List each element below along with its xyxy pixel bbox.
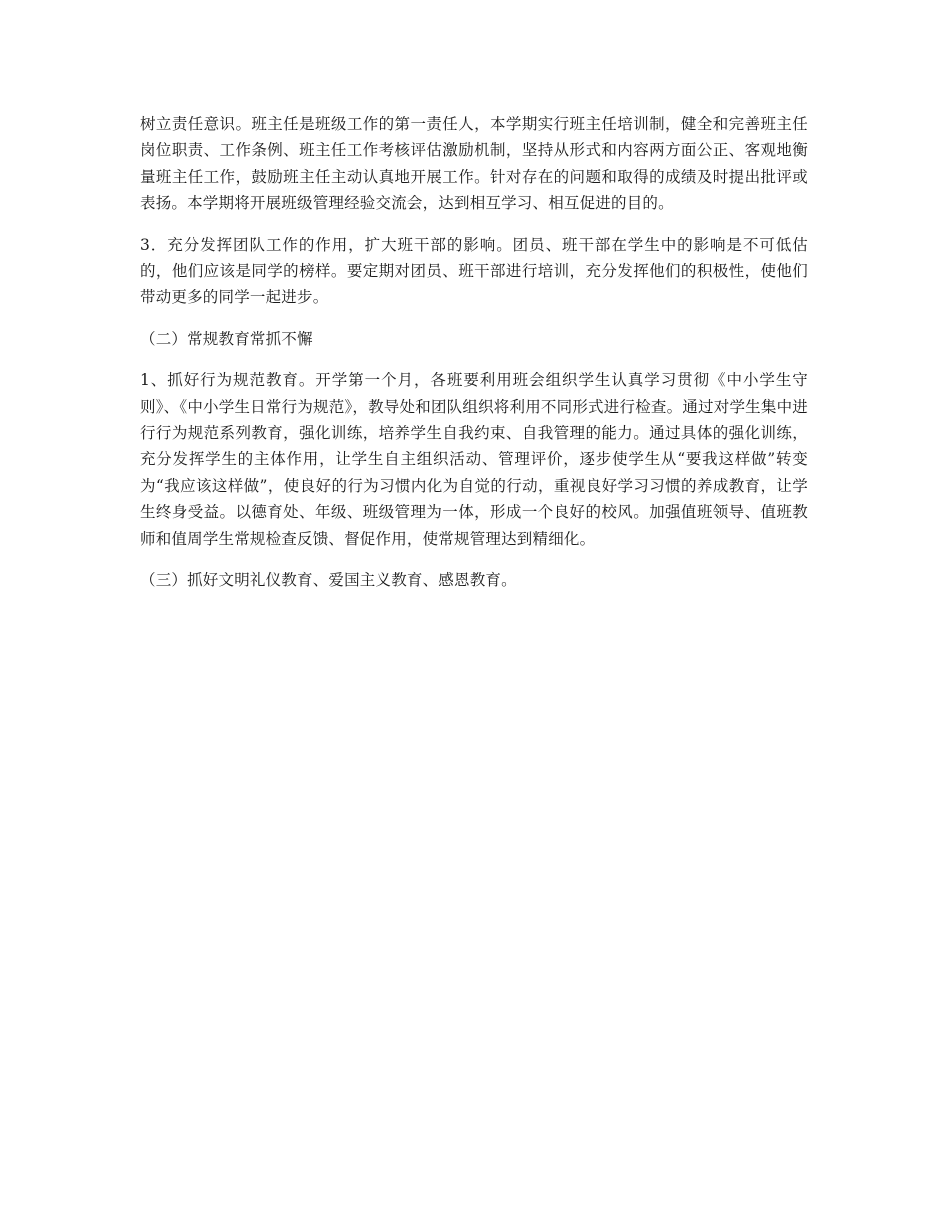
section-heading-etiquette-education: （三）抓好文明礼仪教育、爱国主义教育、感恩教育。 xyxy=(140,571,517,590)
section-heading-routine-education: （二）常规教育常抓不懈 xyxy=(140,329,313,348)
document-page xyxy=(140,111,808,609)
paragraph-responsibility: 树立责任意识。班主任是班级工作的第一责任人，本学期实行班主任培训制，健全和完善班主任岗位职责、工作条例、班主任工作考核评估激励机制，坚持从形式和内容两方面公正、客观地衡量班主任工作，鼓励班主任主动认真地开展工作。针对存在的问题和取得的成绩及时提出批评或表扬。本学期将开展班级管理经验交流会，达到相互学习、相互促进的目的。 xyxy=(140,115,808,213)
paragraph-team-work: 3．充分发挥团队工作的作用，扩大班干部的影响。团员、班干部在学生中的影响是不可低估的，他们应该是同学的榜样。要定期对团员、班干部进行培训，充分发挥他们的积极性，使他们带动更多的同学一起进步。 xyxy=(140,235,808,307)
paragraph-behavior-norms: 1、抓好行为规范教育。开学第一个月，各班要利用班会组织学生认真学习贯彻《中小学生守则》、《中小学生日常行为规范》，教导处和团队组织将利用不同形式进行检查。通过对学生集中进行行为规范系列教育，强化训练，培养学生自我约束、自我管理的能力。通过具体的强化训练，充分发挥学生的主体作用，让学生自主组织活动、管理评价，逐步使学生从“要我这样做”转变为“我应该这样做”，使良好的行为习惯内化为自觉的行动，重视良好学习习惯的养成教育，让学生终身受益。以德育处、年级、班级管理为一体，形成一个良好的校风。加强值班领导、值班教师和值周学生常规检查反馈、督促作用，使常规管理达到精细化。 xyxy=(140,371,808,548)
